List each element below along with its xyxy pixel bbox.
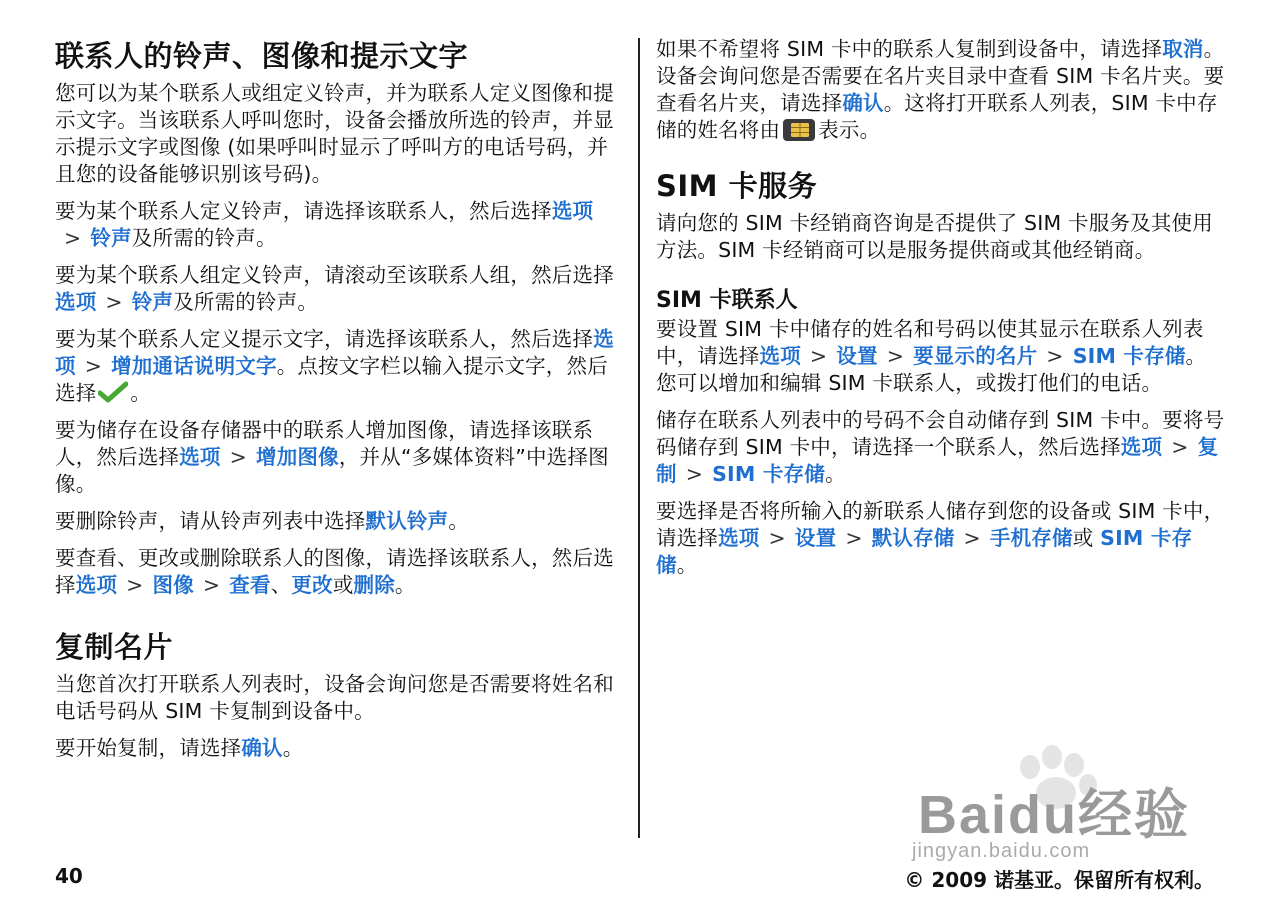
text: 要为某个联系人定义提示文字，请选择该联系人，然后选择 xyxy=(55,327,594,351)
link-add-caption[interactable]: 增加通话说明文字 xyxy=(111,354,277,378)
spacer xyxy=(656,154,1226,166)
text: 要设置 SIM 卡中储存的姓名和号码以使其显示在联系人列表中，请选择 xyxy=(656,317,1204,368)
text: 。点按文字栏以输入提示文字，然后选择 xyxy=(55,354,608,405)
section-title-copy-cards: 复制名片 xyxy=(55,630,174,664)
separator: > xyxy=(886,344,905,368)
link-default-memory[interactable]: 默认存储 xyxy=(871,526,955,550)
paragraph-sim-save xyxy=(656,407,1226,488)
watermark-url: jingyan.baidu.com xyxy=(912,840,1091,862)
text: 或 xyxy=(1072,526,1094,550)
text: 要为某个联系人组定义铃声，请滚动至该联系人组，然后选择 xyxy=(55,263,614,287)
link-options[interactable]: 选项 xyxy=(55,290,97,314)
separator: > xyxy=(84,354,103,378)
text: 要删除铃声，请从铃声列表中选择 xyxy=(55,509,366,533)
link-add-image[interactable]: 增加图像 xyxy=(256,445,339,469)
section-title-sim-contacts: SIM 卡联系人 xyxy=(656,288,798,313)
paragraph-group-ringtone xyxy=(55,262,625,316)
link-contacts-to-display[interactable]: 要显示的名片 xyxy=(913,344,1038,368)
text: 要查看、更改或删除联系人的图像，请选择该联系人，然后选择 xyxy=(55,546,614,597)
paragraph-delete-ringtone xyxy=(55,508,625,535)
separator: > xyxy=(105,290,123,314)
paragraph-sim-services: 请向您的 SIM 卡经销商咨询是否提供了 SIM 卡服务及其使用方法。SIM 卡经销商可以是服务提供商或其他经销商。 xyxy=(656,211,1213,262)
checkmark-icon xyxy=(98,381,128,403)
text: 。 xyxy=(824,462,846,486)
section-title-ringtones: 联系人的铃声、图像和提示文字 xyxy=(55,39,469,73)
sim-card-icon xyxy=(782,118,816,142)
link-sim-memory[interactable]: SIM 卡存储 xyxy=(656,526,1193,577)
link-sim-memory[interactable]: SIM 卡存储 xyxy=(1072,344,1186,368)
text: 如果不希望将 SIM 卡中的联系人复制到设备中，请选择 xyxy=(656,37,1163,61)
text: 储存在联系人列表中的号码不会自动储存到 SIM 卡中。要将号码储存到 SIM 卡中，请选择一个联系人，然后选择 xyxy=(656,408,1225,459)
link-delete[interactable]: 删除 xyxy=(353,573,395,597)
right-column xyxy=(656,36,1226,589)
spacer xyxy=(656,274,1226,286)
link-confirm[interactable]: 确认 xyxy=(241,736,283,760)
paragraph-default-memory xyxy=(656,498,1226,579)
separator: > xyxy=(1046,344,1064,368)
paragraph-contact-ringtone xyxy=(55,198,625,252)
separator: > xyxy=(768,526,786,550)
watermark-brand: Baidu经验 xyxy=(918,785,1191,845)
link-options[interactable]: 选项 xyxy=(551,199,594,223)
paragraph-copy-intro: 当您首次打开联系人列表时，设备会询问您是否需要将姓名和电话号码从 SIM 卡复制到设备中。 xyxy=(55,672,614,723)
text: 、 xyxy=(270,573,292,597)
left-column xyxy=(55,36,625,772)
separator: > xyxy=(809,344,828,368)
text: ，并从“多媒体资料”中选择图像。 xyxy=(55,445,609,496)
section-title-sim-services: SIM 卡服务 xyxy=(656,169,818,203)
text: 表示。 xyxy=(818,118,881,142)
text: 。您可以增加和编辑 SIM 卡联系人，或拨打他们的电话。 xyxy=(656,344,1207,395)
link-sim-memory[interactable]: SIM 卡存储 xyxy=(712,462,825,486)
page-number: 40 xyxy=(55,864,83,888)
text: 。 xyxy=(448,509,470,533)
link-view[interactable]: 查看 xyxy=(229,573,271,597)
text: 或 xyxy=(332,573,354,597)
text: 。 xyxy=(394,573,416,597)
spacer xyxy=(55,609,625,627)
separator: > xyxy=(64,226,82,250)
paragraph-sim-display xyxy=(656,316,1226,397)
link-copy[interactable]: 复制 xyxy=(656,435,1219,486)
text: 要为某个联系人定义铃声，请选择该联系人，然后选择 xyxy=(55,199,552,223)
paragraph-cancel-copy xyxy=(656,36,1226,144)
copyright: © 2009 诺基亚。保留所有权利。 xyxy=(904,868,1214,892)
paragraph-view-image xyxy=(55,545,625,599)
text: 及所需的铃声。 xyxy=(173,290,319,314)
link-default-ringtone[interactable]: 默认铃声 xyxy=(365,509,449,533)
separator: > xyxy=(202,573,221,597)
column-divider xyxy=(638,38,640,838)
paragraph-add-image xyxy=(55,417,625,498)
link-settings[interactable]: 设置 xyxy=(836,344,878,368)
paragraph-intro: 您可以为某个联系人或组定义铃声，并为联系人定义图像和提示文字。当该联系人呼叫您时，设备会播放所选的铃声，并显示提示文字或图像 (如果呼叫时显示了呼叫方的电话号码，并且您的设备能够识别该号码)。 xyxy=(55,81,614,186)
link-options[interactable]: 选项 xyxy=(1120,435,1163,459)
link-settings[interactable]: 设置 xyxy=(794,526,837,550)
separator: > xyxy=(685,462,704,486)
link-ringtone[interactable]: 铃声 xyxy=(131,290,174,314)
separator: > xyxy=(229,445,247,469)
separator: > xyxy=(1171,435,1189,459)
link-cancel[interactable]: 取消 xyxy=(1162,37,1204,61)
text: 。这将打开联系人列表，SIM 卡中存储的姓名将由 xyxy=(656,91,1218,142)
link-options[interactable]: 选项 xyxy=(179,445,221,469)
link-options[interactable]: 选项 xyxy=(75,573,118,597)
link-confirm[interactable]: 确认 xyxy=(842,91,884,115)
separator: > xyxy=(845,526,863,550)
text: 。 xyxy=(130,381,152,405)
link-options[interactable]: 选项 xyxy=(759,344,801,368)
link-options[interactable]: 选项 xyxy=(55,327,614,378)
text: 。设备会询问您是否需要在名片夹目录中查看 SIM 卡名片夹。要查看名片夹，请选择 xyxy=(656,37,1225,115)
link-image[interactable]: 图像 xyxy=(152,573,194,597)
text: 要开始复制，请选择 xyxy=(55,736,242,760)
link-options[interactable]: 选项 xyxy=(718,526,760,550)
link-ringtone[interactable]: 铃声 xyxy=(90,226,132,250)
text: 要为储存在设备存储器中的联系人增加图像，请选择该联系人，然后选择 xyxy=(55,418,594,469)
separator: > xyxy=(126,573,144,597)
separator: > xyxy=(963,526,981,550)
text: 。 xyxy=(676,553,698,577)
text: 要选择是否将所输入的新联系人储存到您的设备或 SIM 卡中，请选择 xyxy=(656,499,1225,550)
text: 。 xyxy=(282,736,304,760)
paragraph-start-copy xyxy=(55,735,625,762)
link-change[interactable]: 更改 xyxy=(291,573,333,597)
paragraph-caption xyxy=(55,326,625,407)
link-phone-memory[interactable]: 手机存储 xyxy=(989,526,1073,550)
text: 及所需的铃声。 xyxy=(131,226,277,250)
